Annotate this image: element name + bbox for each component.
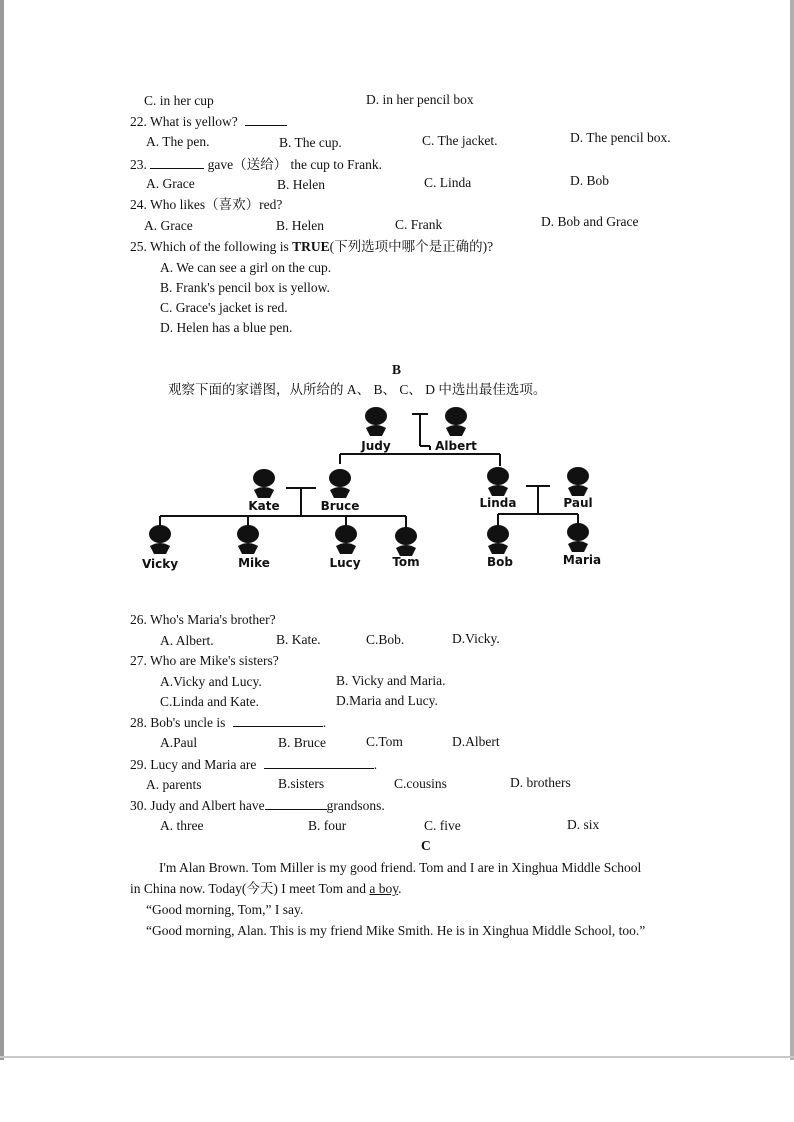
label-judy: Judy: [361, 439, 391, 453]
label-lucy: Lucy: [329, 556, 361, 570]
label-bob: Bob: [487, 555, 513, 569]
q25-stem-post: (下列选项中哪个是正确的)?: [329, 239, 494, 254]
q24-option-b: B. Helen: [276, 218, 324, 233]
section-b-instruction: 观察下面的家谱图，从所给的 A、 B、 C、 D 中选出最佳选项。: [168, 382, 547, 397]
q27-option-b: B. Vicky and Maria.: [336, 673, 446, 688]
q22-option-c: C. The jacket.: [422, 133, 498, 148]
q23-blank: [150, 156, 204, 169]
q30-option-b: B. four: [308, 818, 347, 833]
q22-stem-text: 22. What is yellow?: [130, 114, 238, 129]
label-maria: Maria: [562, 553, 602, 567]
passage-line-3: “Good morning, Tom,” I say.: [146, 902, 304, 917]
q30-blank: [265, 797, 327, 810]
passage-line-1: I'm Alan Brown. Tom Miller is my good friend. Tom and I are in Xinghua Middle School: [159, 860, 642, 875]
q24-option-c: C. Frank: [395, 217, 443, 232]
q26-option-c: C.Bob.: [366, 632, 405, 647]
person-vicky-icon: [149, 525, 171, 554]
label-vicky: Vicky: [141, 557, 179, 571]
q25-stem-true: TRUE: [292, 239, 330, 254]
q30-option-d: D. six: [567, 817, 600, 832]
q28-stem: [130, 714, 326, 731]
q29-blank: [264, 756, 374, 769]
q28-option-c: C.Tom: [366, 734, 403, 749]
label-paul: Paul: [563, 496, 593, 510]
q26-option-a: A. Albert.: [160, 633, 214, 648]
q23-option-a: A. Grace: [146, 176, 195, 191]
q23-option-d: D. Bob: [570, 173, 610, 188]
q22-option-b: B. The cup.: [279, 135, 342, 150]
q28-end: .: [322, 715, 327, 730]
label-tom: Tom: [392, 555, 420, 569]
label-bruce: Bruce: [320, 499, 360, 513]
q25-option-d: D. Helen has a blue pen.: [160, 320, 293, 335]
q29-stem: [130, 756, 377, 773]
q29-option-a: A. parents: [146, 777, 202, 792]
q23-option-c: C. Linda: [424, 175, 472, 190]
q25-option-c: C. Grace's jacket is red.: [160, 300, 288, 315]
q30-stem: [130, 797, 385, 814]
label-mike: Mike: [238, 556, 270, 570]
passage-line-2-pre: in China now. Today(今天) I meet Tom and: [130, 881, 370, 896]
q30-stem-text: 30. Judy and Albert have: [130, 798, 265, 813]
q26-option-b: B. Kate.: [276, 632, 321, 647]
q22-option-d: D. The pencil box.: [570, 130, 671, 145]
family-tree-diagram: [120, 400, 620, 580]
person-paul-icon: [567, 467, 589, 496]
q29-end: .: [373, 757, 378, 772]
q23-option-b: B. Helen: [277, 177, 325, 192]
scan-bottom-edge: [0, 1056, 794, 1058]
person-lucy-icon: [335, 525, 357, 554]
q25-option-a: A. We can see a girl on the cup.: [160, 260, 332, 275]
q28-option-a: A.Paul: [160, 735, 198, 750]
q25-stem-pre: 25. Which of the following is: [130, 239, 293, 254]
label-albert: Albert: [435, 439, 477, 453]
q27-option-d: D.Maria and Lucy.: [336, 693, 438, 708]
person-mike-icon: [237, 525, 259, 554]
person-tom-icon: [395, 527, 417, 556]
q27-option-c: C.Linda and Kate.: [160, 694, 259, 709]
person-judy-icon: [365, 407, 387, 436]
q30-option-c: C. five: [424, 818, 461, 833]
person-albert-icon: [445, 407, 467, 436]
label-kate: Kate: [248, 499, 280, 513]
q24-option-a: A. Grace: [144, 218, 193, 233]
q28-option-b: B. Bruce: [278, 735, 326, 750]
q29-option-d: D. brothers: [510, 775, 571, 790]
person-bob-icon: [487, 525, 509, 554]
passage-line-2-post: .: [398, 881, 402, 896]
person-kate-icon: [253, 469, 275, 498]
label-linda: Linda: [479, 496, 517, 510]
passage-line-4: “Good morning, Alan. This is my friend Mike Smith. He is in Xinghua Middle School, too.”: [146, 923, 646, 938]
q21-option-c: C. in her cup: [144, 93, 214, 108]
person-bruce-icon: [329, 469, 351, 498]
q28-option-d: D.Albert: [452, 734, 500, 749]
q27-option-a: A.Vicky and Lucy.: [160, 674, 262, 689]
q23-number: 23.: [130, 157, 147, 172]
q29-stem-text: 29. Lucy and Maria are: [130, 757, 257, 772]
person-linda-icon: [487, 467, 509, 496]
q24-option-d: D. Bob and Grace: [541, 214, 639, 229]
person-maria-icon: [567, 523, 589, 552]
q27-stem: 27. Who are Mike's sisters?: [130, 653, 279, 668]
q28-stem-text: 28. Bob's uncle is: [130, 715, 226, 730]
section-b-title: B: [392, 362, 402, 377]
scan-edge-right: [790, 0, 794, 1060]
scan-edge-left: [0, 0, 4, 1060]
q23-stem: [130, 156, 382, 173]
q26-stem: 26. Who's Maria's brother?: [130, 612, 276, 627]
q29-option-b: B.sisters: [278, 776, 325, 791]
passage-underlined-phrase: a boy: [369, 881, 399, 896]
q26-option-d: D.Vicky.: [452, 631, 500, 646]
q30-option-a: A. three: [160, 818, 204, 833]
q29-option-c: C.cousins: [394, 776, 447, 791]
q28-blank: [233, 714, 323, 727]
q21-option-d: D. in her pencil box: [366, 92, 474, 107]
q25-stem: [130, 239, 493, 255]
q22-option-a: A. The pen.: [146, 134, 210, 149]
section-c-title: C: [421, 838, 431, 853]
q24-stem: 24. Who likes（喜欢）red?: [130, 197, 283, 212]
q30-end: grandsons.: [326, 798, 385, 813]
q22-blank: [245, 113, 287, 126]
q25-option-b: B. Frank's pencil box is yellow.: [160, 280, 330, 295]
q23-stem-text: gave（送给） the cup to Frank.: [207, 157, 382, 172]
q22-stem: [130, 113, 287, 130]
passage-line-2: [130, 878, 401, 899]
